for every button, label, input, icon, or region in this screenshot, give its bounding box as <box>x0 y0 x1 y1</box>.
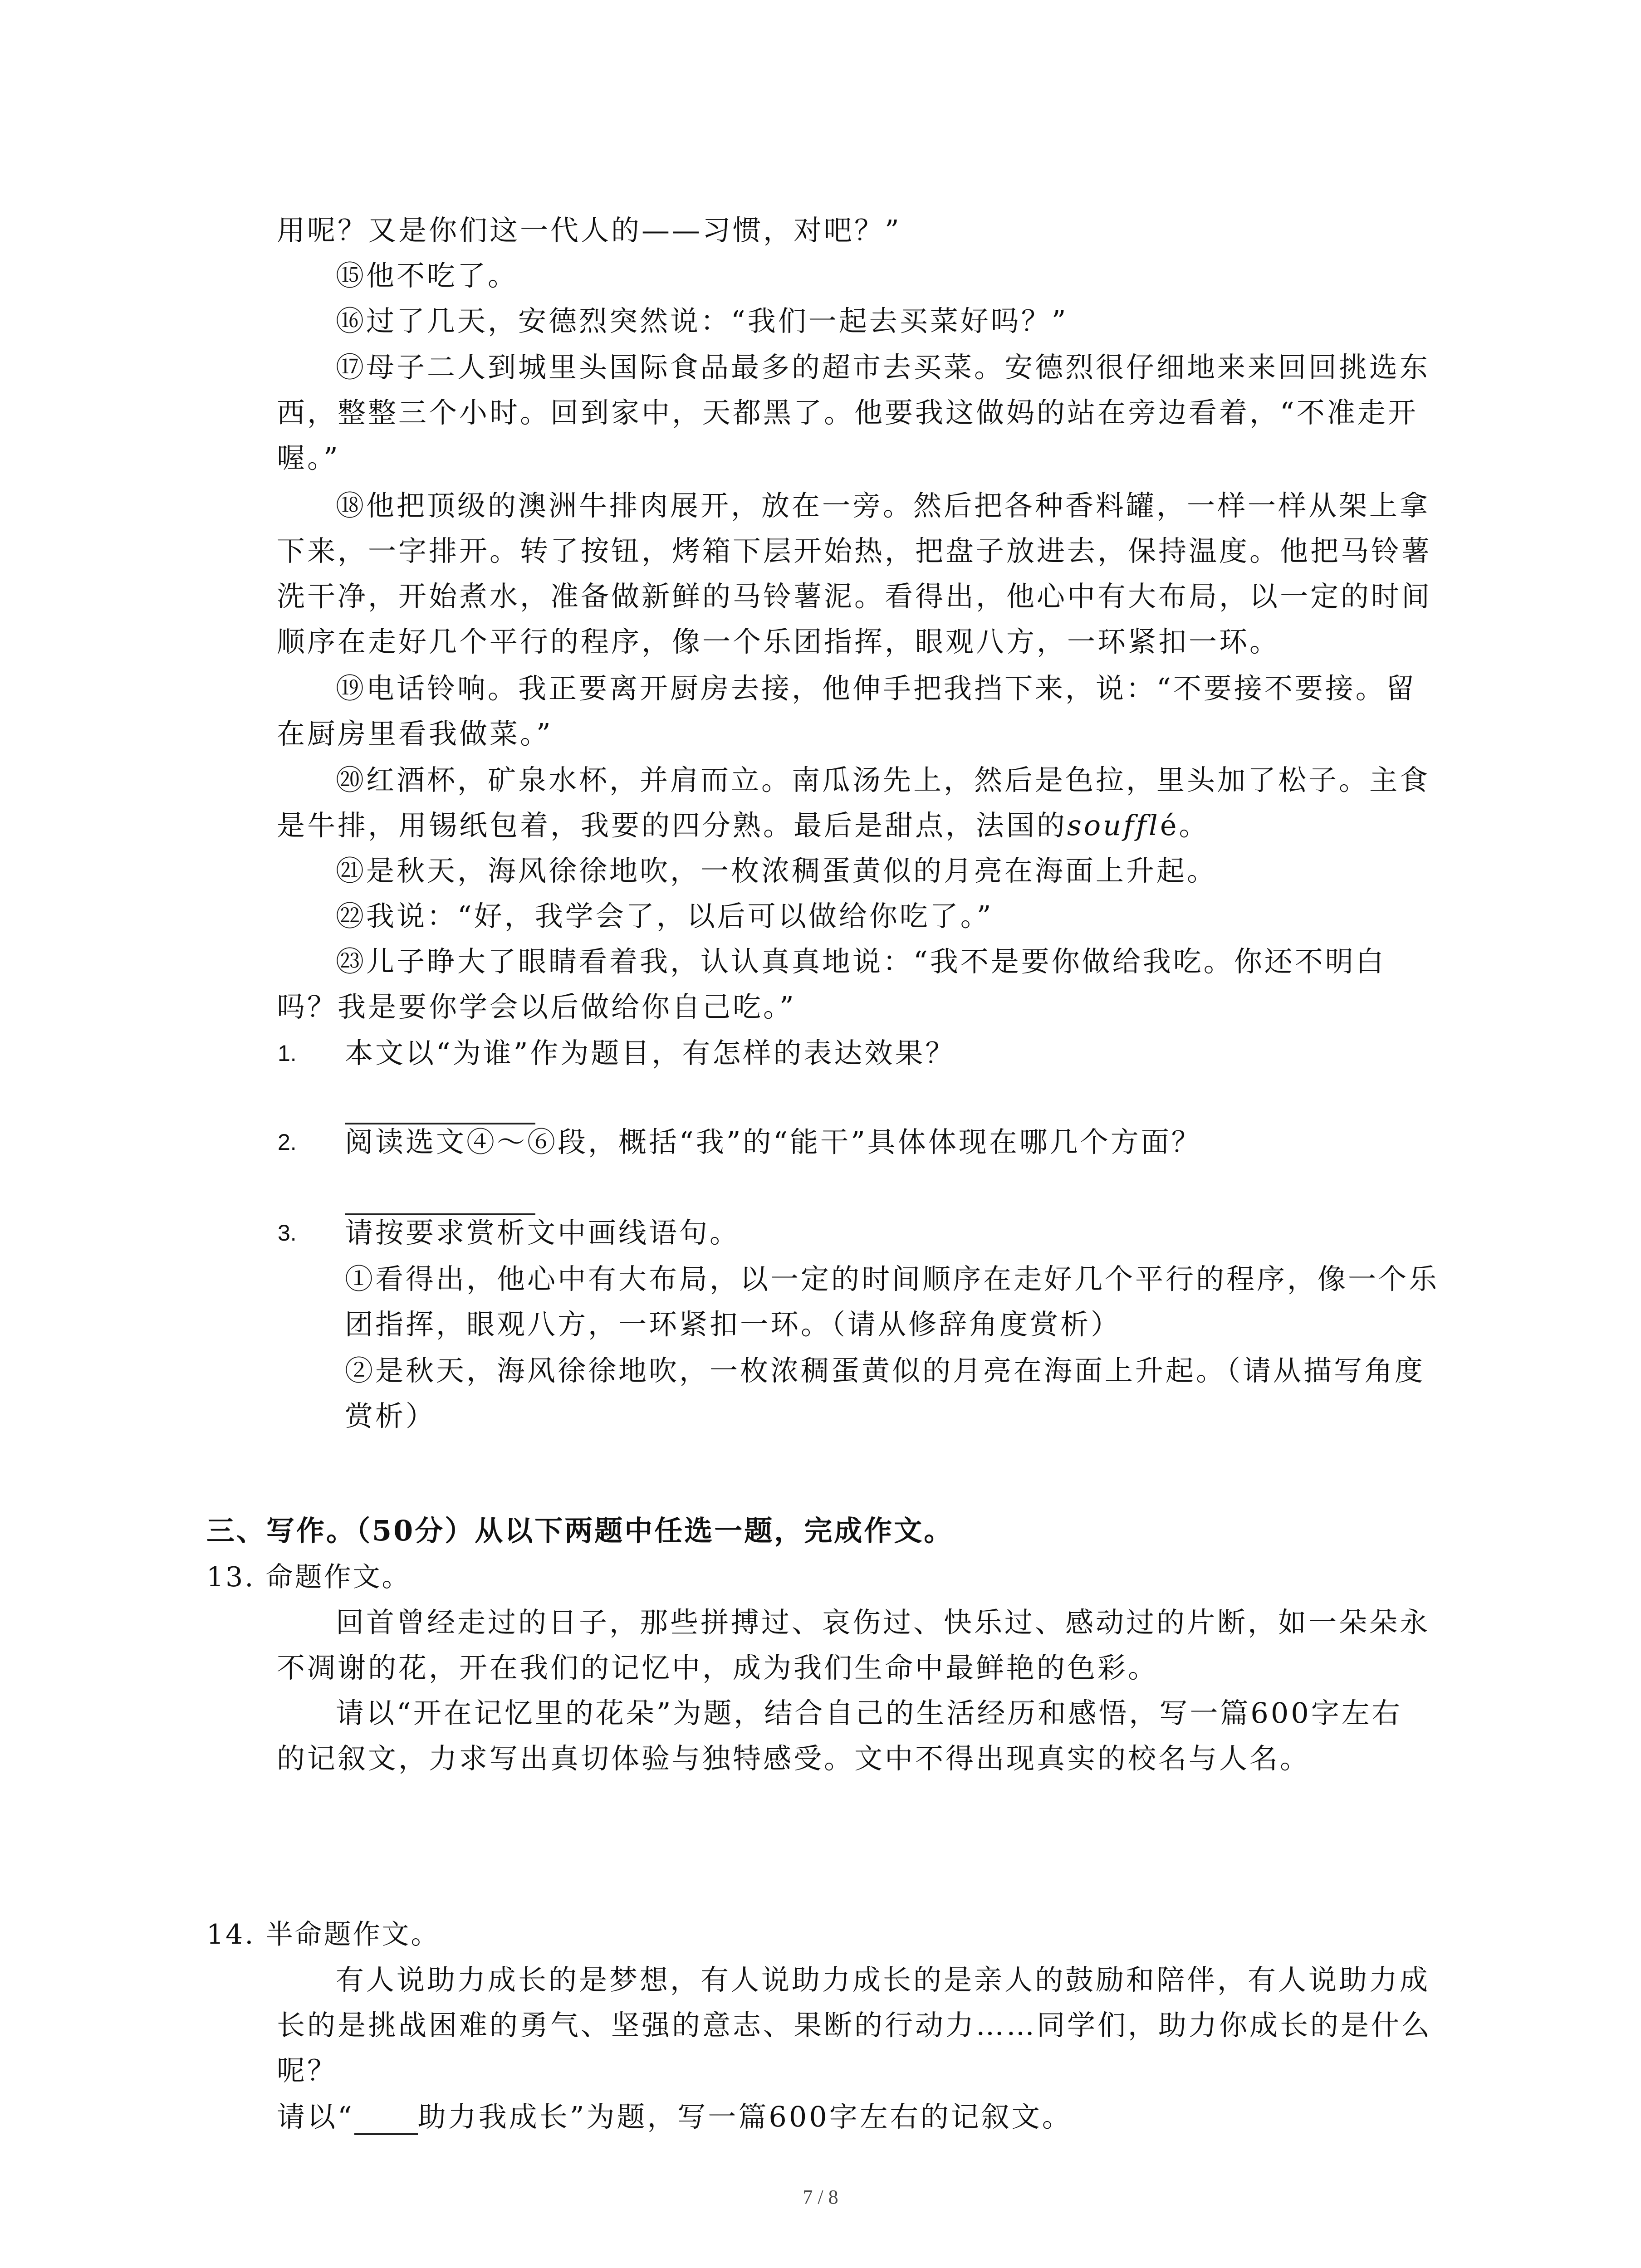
essay-prompt-title: 13. 命题作文。 <box>206 1561 411 1593</box>
passage-line: ㉒我说：“好，我学会了，以后可以做给你吃了。” <box>336 899 994 933</box>
passage-line: 下来，一字排开。转了按钮，烤箱下层开始热，把盘子放进去，保持温度。他把马铃薯 <box>277 534 1432 567</box>
passage-line: ⑱他把顶级的澳洲牛排肉展开，放在一旁。然后把各种香料罐，一样一样从架上拿 <box>336 489 1430 522</box>
passage-line: 用呢？又是你们这一代人的——习惯，对吧？” <box>277 214 901 247</box>
essay-prompt-line: 呢？ <box>277 2054 338 2087</box>
question-subitem: 团指挥，眼观八方，一环紧扣一环。（请从修辞角度赏析） <box>345 1308 1122 1341</box>
passage-line: ㉑是秋天，海风徐徐地吹，一枚浓稠蛋黄似的月亮在海面上升起。 <box>336 854 1218 887</box>
question-text: 本文以“为谁”作为题目，有怎样的表达效果？ <box>345 1036 956 1070</box>
passage-line: ㉓儿子睁大了眼睛看着我，认认真真地说：“我不是要你做给我吃。你还不明白 <box>336 945 1386 978</box>
title-blank[interactable] <box>354 2109 418 2135</box>
essay-prompt-line: 请以“开在记忆里的花朵”为题，结合自己的生活经历和感悟，写一篇600字左右 <box>336 1696 1402 1730</box>
essay-prompt-line: 回首曾经走过的日子，那些拼搏过、哀伤过、快乐过、感动过的片断，如一朵朵永 <box>336 1606 1430 1639</box>
essay-prompt-text: 请以“ <box>277 2100 354 2133</box>
passage-line: ⑯过了几天，安德烈突然说：“我们一起去买菜好吗？” <box>336 304 1068 337</box>
essay-prompt-title: 14. 半命题作文。 <box>206 1919 440 1950</box>
question-number: 1. <box>278 1041 297 1066</box>
section-heading: 三、写作。（50分）从以下两题中任选一题，完成作文。 <box>206 1514 954 1547</box>
passage-line: ⑮他不吃了。 <box>336 259 519 292</box>
question-subitem: ②是秋天，海风徐徐地吹，一枚浓稠蛋黄似的月亮在海面上升起。（请从描写角度 <box>345 1354 1425 1387</box>
passage-line: 洗干净，开始煮水，准备做新鲜的马铃薯泥。看得出，他心中有大布局，以一定的时间 <box>277 580 1432 613</box>
essay-prompt-line: 的记叙文，力求写出真切体验与独特感受。文中不得出现真实的校名与人名。 <box>277 1742 1311 1775</box>
essay-prompt-line: 不凋谢的花，开在我们的记忆中，成为我们生命中最鲜艳的色彩。 <box>277 1651 1159 1684</box>
passage-line: 顺序在走好几个平行的程序，像一个乐团指挥，眼观八方，一环紧扣一环。 <box>277 625 1280 658</box>
page-number: 7 / 8 <box>803 2186 838 2208</box>
passage-line: 吗？我是要你学会以后做给你自己吃。” <box>277 990 796 1023</box>
passage-line: 西，整整三个小时。回到家中，天都黑了。他要我这做妈的站在旁边看着，“不准走开 <box>277 396 1418 429</box>
passage-line <box>277 807 1210 844</box>
passage-text-italic: souffl <box>1067 809 1160 842</box>
passage-line: 在厨房里看我做菜。” <box>277 717 553 750</box>
question-text: 阅读选文④～⑥段，概括“我”的“能干”具体体现在哪几个方面？ <box>345 1125 1202 1158</box>
question-subitem: ①看得出，他心中有大布局，以一定的时间顺序在走好几个平行的程序，像一个乐 <box>345 1262 1440 1295</box>
essay-prompt-line <box>277 2099 1073 2135</box>
passage-line: ⑳红酒杯，矿泉水杯，并肩而立。南瓜汤先上，然后是色拉，里头加了松子。主食 <box>336 763 1430 797</box>
question-number: 2. <box>278 1129 297 1155</box>
essay-prompt-line: 长的是挑战困难的勇气、坚强的意志、果断的行动力……同学们，助力你成长的是什么 <box>277 2009 1432 2042</box>
question-number: 3. <box>278 1220 297 1246</box>
passage-line: ⑲电话铃响。我正要离开厨房去接，他伸手把我挡下来，说：“不要接不要接。留 <box>336 672 1416 705</box>
passage-line: 喔。” <box>277 441 340 474</box>
passage-text: 是牛排，用锡纸包着，我要的四分熟。最后是甜点，法国的 <box>277 809 1068 842</box>
question-subitem: 赏析） <box>345 1399 436 1432</box>
passage-line: ⑰母子二人到城里头国际食品最多的超市去买菜。安德烈很仔细地来来回回挑选东 <box>336 351 1430 384</box>
essay-prompt-text: 助力我成长”为题，写一篇600字左右的记叙文。 <box>417 2100 1073 2133</box>
question-text: 请按要求赏析文中画线语句。 <box>345 1216 740 1249</box>
passage-text: é。 <box>1160 809 1210 842</box>
essay-prompt-line: 有人说助力成长的是梦想，有人说助力成长的是亲人的鼓励和陪伴，有人说助力成 <box>336 1963 1430 1996</box>
